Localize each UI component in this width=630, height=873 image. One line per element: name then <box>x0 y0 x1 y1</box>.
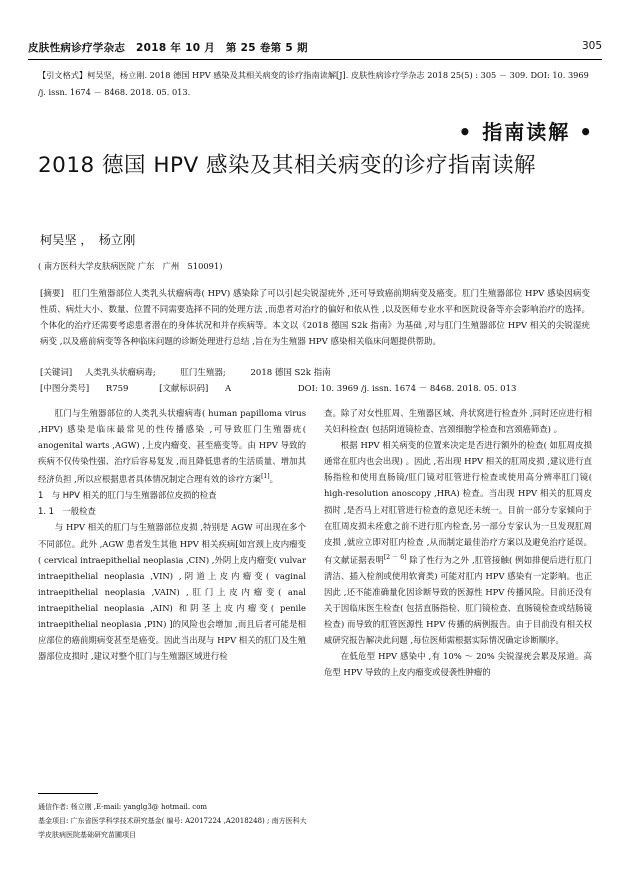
keywords-label: [关键词] <box>40 368 73 378</box>
doi: DOI: 10. 3969 /j. issn. 1674 － 8468. 2018. 05. 013 <box>297 384 517 394</box>
header-rule <box>28 59 602 60</box>
article-title: 2018 德国 HPV 感染及其相关病变的诊疗指南读解 <box>38 153 537 178</box>
article-authors: 柯吴坚 ， 杨立刚 <box>40 233 136 247</box>
page-number: 305 <box>581 40 602 52</box>
keywords-line <box>40 366 590 378</box>
footnotes <box>38 800 310 842</box>
paragraph-text: 根据 HPV 相关病变的位置来决定是否进行额外的检查( 如肛周皮损通常在肛内也会出现) 。因此 ,若出现 HPV 相关的肛周皮损 ,建议进行直肠指检和使用直肠镜/肛门镜对肛管进行检查或使用高分辨率肛门镜( high-resolution anoscopy ,HRA) 检查。当出现 HPV 相关的肛周皮损时 ,是否马上对肛管进行检查的意见还未统一。目前一部分专家倾向于在肛周皮损未痊愈之前不进行肛内检查,另一部分专家认为一旦发现肛周皮损 ,就应立即对肛内检查 ,从而制定最佳治疗方案以及避免治疗延误。有文献证据表明 <box>324 440 592 565</box>
doc-code-label: [文献标识码] <box>159 384 209 394</box>
body-paragraph <box>324 437 592 648</box>
clc-label: [中图分类号] <box>40 384 90 394</box>
paragraph-text: 肛门与生殖器部位的人类乳头状瘤病毒( human papilloma virus ,HPV) 感染是临床最常见的性传播感染 ,可导致肛门生殖器疣( anogenital warts ,AGW) ,上皮内瘤变、甚至癌变等。由 HPV 导致的疾病不仅传染性强、治疗后容易复发 ,而且降低患者的生活质量、增加其经济负担 ,所以应根据患者具体情况制定合理有效的诊疗方案 <box>38 408 306 485</box>
body-right-column <box>324 405 592 680</box>
reference-mark[interactable]: [2 － 6] <box>383 553 407 561</box>
clc-value: R759 <box>105 384 129 394</box>
correspondence-note: 通信作者: 杨立刚 ,E-mail: yanglg3@ hotmail. com <box>38 803 208 811</box>
author-affiliation: ( 南方医科大学皮肤病医院 广东 广州 510091) <box>38 261 223 271</box>
doc-code-value: A <box>225 384 232 394</box>
body-paragraph: 与 HPV 相关的肛门与生殖器部位皮损 ,特别是 AGW 可出现在多个不同部位。此外 ,AGW 患者发生其他 HPV 相关疾病[如宫颈上皮内瘤变( cervical intraepithelial neoplasia ,CIN) ,外阴上皮内瘤变( vulvar intraepithelial neoplasia ,VIN) ,阴道上皮内瘤变( vaginal intraepithelial neoplasia ,VAIN) ,肛门上皮内瘤变( anal intraepithelial neoplasia ,AIN) 和阴茎上皮内瘤变( penile intraepithelial neoplasia ,PIN) ]的风险也会增加 ,而且后者可能是相应部位的癌前期病变甚至是癌变。因此当出现与 HPV 相关的肛门及生殖器部位皮损时 ,建议对整个肛门与生殖器区域进行检 <box>38 522 306 662</box>
running-header <box>28 40 602 58</box>
body-paragraph: 查。除了对女性肛周、生殖器区域、舟状窝进行检查外 ,同时还应进行相关妇科检查( 包括阴道镜检查、宫颈细胞学检查和宫颈癌筛查) 。 <box>324 408 592 435</box>
body-left-column <box>38 405 306 664</box>
paragraph-text: 除了性行为之外 ,肛管接触( 例如排便后进行肛门清洁、插入栓剂或使用软膏类) 可能对肛内 HPV 感染有一定影响。也正因此 ,还不能准确量化因诊断导致的医源性 HPV 传播风险。目前还没有关于因临床医生检查( 包括直肠指检、肛门镜检查、直肠镜检查或结肠镜检查) 而导致的肛管医源性 HPV 传播的病例报告。由于目前没有相关权威研究报告解决此问题 ,每位医师需根据实际情况确定诊断顺序。 <box>324 554 592 646</box>
keyword-item: 人类乳头状瘤病毒; <box>84 368 156 378</box>
citation-format: 【引文格式】柯吴坚，杨立刚. 2018 德国 HPV 感染及其相关病变的诊疗指南读解[J]. 皮肤性病诊疗学杂志 2018 25(5) : 305 － 309. DOI: 10. 3969 /j. issn. 1674 － 8468. 2018. 05. 013. <box>38 70 589 97</box>
footnote-rule <box>38 793 98 794</box>
classification-line <box>40 382 590 394</box>
abstract: [摘要] 肛门生殖器部位人类乳头状瘤病毒( HPV) 感染除了可以引起尖锐湿疣外 ,还可导致癌前期病变及癌变。肛门生殖器部位 HPV 感染因病变性质、病灶大小、数量、位置不同需要选择不同的处理方法 ,而患者对治疗的偏好和依从性 ,以及医师专业水平和医院设备等亦会影响治疗的选择。个体化的治疗还需要考虑患者潜在的身体状况和并存疾病等。本文以《2018 德国 S2k 指南》为基础 ,对与肛门生殖器部位 HPV 相关的尖锐湿疣病变 ,以及癌前病变等各种临床问题的诊断处理进行总结 ,旨在为生殖器 HPV 感染相关临床问题提供帮助。 <box>40 289 590 348</box>
reference-mark[interactable]: [1] <box>261 473 270 481</box>
paragraph-text: 。 <box>269 474 278 485</box>
keyword-item: 2018 德国 S2k 指南 <box>250 368 331 378</box>
section-heading: 1 与 HPV 相关的肛门与生殖器部位皮损的检查 <box>38 490 217 501</box>
journal-info: 皮肤性病诊疗学杂志 2018 年 10 月 第 25 卷第 5 期 <box>28 42 308 54</box>
body-paragraph <box>38 405 306 487</box>
funding-note: 基金项目: 广东省医学科学技术研究基金( 编号: A2017224 ,A2018248) ; 南方医科大学皮肤病医院基础研究苗圃项目 <box>38 817 307 839</box>
subsection-heading: 1. 1 一般检查 <box>38 506 96 517</box>
keyword-item: 肛门生殖器; <box>180 368 226 378</box>
section-banner: • 指南读解 • <box>458 120 594 144</box>
body-paragraph: 在低危型 HPV 感染中 ,有 10% ～ 20% 尖锐湿疣会累及尿道。高危型 HPV 导致的上皮内瘤变或侵袭性肿瘤的 <box>324 651 592 678</box>
